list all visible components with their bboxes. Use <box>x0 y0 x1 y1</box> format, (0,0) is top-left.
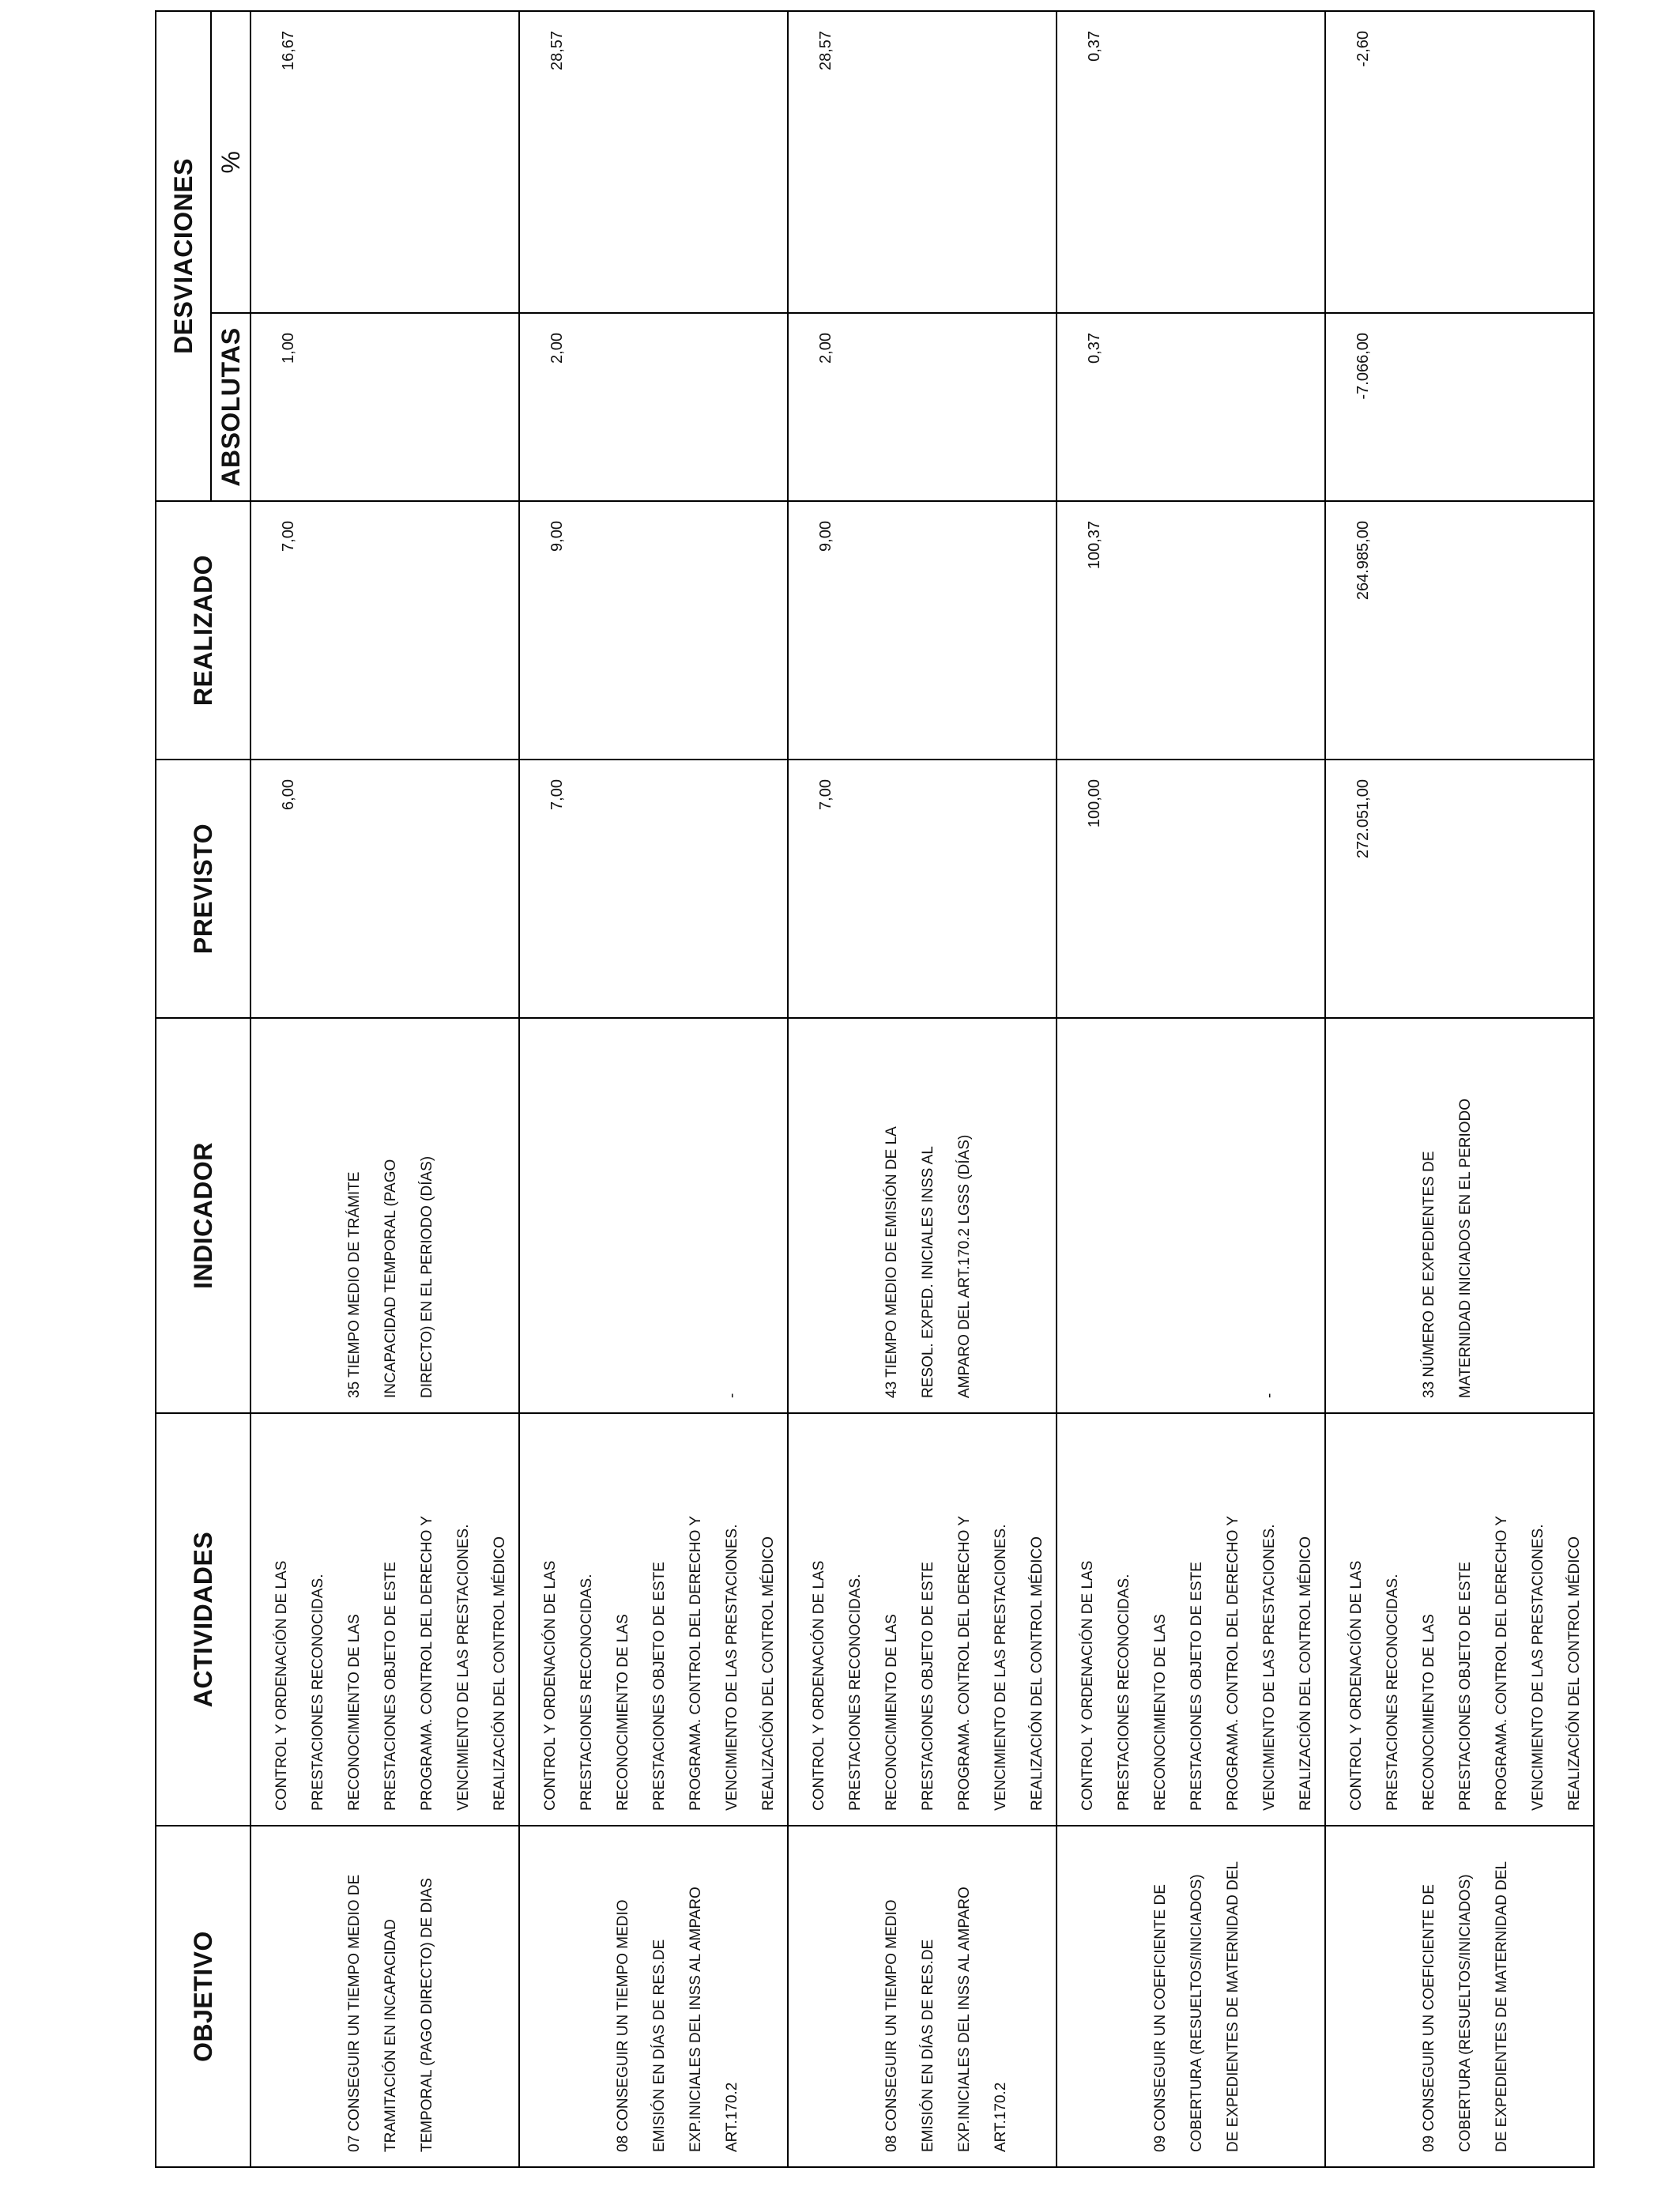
cell-line: PRESTACIONES RECONOCIDAS. <box>310 1574 326 1811</box>
cell-line: VENCIMIENTO DE LAS PRESTACIONES. <box>724 1524 740 1811</box>
cell-indicador <box>519 1018 788 1413</box>
cell-line: INCAPACIDAD TEMPORAL (PAGO <box>382 1159 399 1398</box>
cell-actividades <box>1057 1413 1325 1826</box>
cell-previsto: 272.051,00 <box>1325 760 1594 1018</box>
cell-line: 08 CONSEGUIR UN TIEMPO MEDIO <box>883 1899 900 2152</box>
cell-line: 09 CONSEGUIR UN COEFICIENTE DE <box>1421 1884 1437 2152</box>
cell-line: CONTROL Y ORDENACIÓN DE LAS <box>273 1560 290 1811</box>
cell-line: EXP.INICIALES DEL INSS AL AMPARO <box>956 1887 973 2152</box>
cell-line: RECONOCIMIENTO DE LAS <box>615 1614 631 1811</box>
cell-objetivo <box>788 1826 1057 2167</box>
cell-porcentaje: 16,67 <box>250 11 519 313</box>
cell-line: TRAMITACIÓN EN INCAPACIDAD <box>382 1919 399 2152</box>
cell-line: PROGRAMA. CONTROL DEL DERECHO Y <box>687 1515 704 1811</box>
cell-previsto: 7,00 <box>788 760 1057 1018</box>
cell-line: PRESTACIONES RECONOCIDAS. <box>847 1574 864 1811</box>
cell-line: VENCIMIENTO DE LAS PRESTACIONES. <box>993 1524 1009 1811</box>
cell-absolutas: 2,00 <box>788 313 1057 501</box>
cell-absolutas: 2,00 <box>519 313 788 501</box>
cell-line: VENCIMIENTO DE LAS PRESTACIONES. <box>1530 1524 1546 1811</box>
cell-line: PROGRAMA. CONTROL DEL DERECHO Y <box>419 1515 435 1811</box>
cell-realizado: 7,00 <box>250 501 519 760</box>
cell-objetivo <box>1057 1826 1325 2167</box>
cell-previsto: 100,00 <box>1057 760 1325 1018</box>
header-previsto: PREVISTO <box>156 760 250 1018</box>
cell-line: PROGRAMA. CONTROL DEL DERECHO Y <box>1494 1515 1510 1811</box>
cell-actividades <box>519 1413 788 1826</box>
cell-line: CONTROL Y ORDENACIÓN DE LAS <box>542 1560 559 1811</box>
cell-line: PRESTACIONES OBJETO DE ESTE <box>1457 1562 1474 1811</box>
cell-absolutas: 0,37 <box>1057 313 1325 501</box>
cell-realizado: 9,00 <box>519 501 788 760</box>
cell-line: REALIZACIÓN DEL CONTROL MÉDICO <box>760 1536 777 1811</box>
cell-line: COBERTURA (RESUELTOS/INICIADOS) <box>1457 1874 1474 2152</box>
cell-porcentaje: 28,57 <box>519 11 788 313</box>
cell-objetivo <box>250 1826 519 2167</box>
cell-line: VENCIMIENTO DE LAS PRESTACIONES. <box>1261 1524 1278 1811</box>
cell-line: 09 CONSEGUIR UN COEFICIENTE DE <box>1152 1884 1169 2152</box>
cell-indicador <box>250 1018 519 1413</box>
cell-absolutas: 1,00 <box>250 313 519 501</box>
header-indicador: INDICADOR <box>156 1018 250 1413</box>
cell-actividades <box>1325 1413 1594 1826</box>
cell-line: REALIZACIÓN DEL CONTROL MÉDICO <box>1298 1536 1314 1811</box>
cell-line: RESOL. EXPED. INICIALES INSS AL <box>920 1146 936 1398</box>
cell-line: EMISIÓN EN DÍAS DE RES.DE <box>920 1939 936 2152</box>
cell-line: PRESTACIONES RECONOCIDAS. <box>1384 1574 1401 1811</box>
cell-line: VENCIMIENTO DE LAS PRESTACIONES. <box>455 1524 472 1811</box>
cell-line: PROGRAMA. CONTROL DEL DERECHO Y <box>956 1515 973 1811</box>
cell-line: EMISIÓN EN DÍAS DE RES.DE <box>651 1939 668 2152</box>
cell-line: - <box>1261 1393 1278 1398</box>
cell-line: 43 TIEMPO MEDIO DE EMISIÓN DE LA <box>883 1126 900 1398</box>
cell-realizado: 264.985,00 <box>1325 501 1594 760</box>
cell-line: CONTROL Y ORDENACIÓN DE LAS <box>1348 1560 1365 1811</box>
header-actividades: ACTIVIDADES <box>156 1413 250 1826</box>
cell-realizado: 100,37 <box>1057 501 1325 760</box>
cell-porcentaje: -2,60 <box>1325 11 1594 313</box>
cell-line: 33 NÚMERO DE EXPEDIENTES DE <box>1421 1151 1437 1398</box>
cell-line: DIRECTO) EN EL PERIODO (DÍAS) <box>419 1155 435 1398</box>
header-row <box>156 11 211 2167</box>
header-absolutas: ABSOLUTAS <box>211 313 250 501</box>
cell-porcentaje: 0,37 <box>1057 11 1325 313</box>
cell-line: ART.170.2 <box>724 2082 740 2152</box>
cell-objetivo <box>1325 1826 1594 2167</box>
cell-line: EXP.INICIALES DEL INSS AL AMPARO <box>687 1887 704 2152</box>
cell-line: PRESTACIONES RECONOCIDAS. <box>578 1574 595 1811</box>
cell-line: PRESTACIONES OBJETO DE ESTE <box>1188 1562 1205 1811</box>
cell-line: RECONOCIMIENTO DE LAS <box>346 1614 363 1811</box>
cell-line: TEMPORAL (PAGO DIRECTO) DE DIAS <box>419 1878 435 2152</box>
cell-previsto: 7,00 <box>519 760 788 1018</box>
table-row <box>250 11 519 2167</box>
cell-porcentaje: 28,57 <box>788 11 1057 313</box>
table-row <box>519 11 788 2167</box>
cell-indicador <box>1325 1018 1594 1413</box>
cell-line: RECONOCIMIENTO DE LAS <box>1152 1614 1169 1811</box>
cell-line: RECONOCIMIENTO DE LAS <box>883 1614 900 1811</box>
cell-line: PROGRAMA. CONTROL DEL DERECHO Y <box>1225 1515 1241 1811</box>
cell-previsto: 6,00 <box>250 760 519 1018</box>
table-row <box>788 11 1057 2167</box>
cell-indicador <box>788 1018 1057 1413</box>
cell-line: PRESTACIONES OBJETO DE ESTE <box>651 1562 668 1811</box>
cell-line: CONTROL Y ORDENACIÓN DE LAS <box>1079 1560 1096 1811</box>
cell-line: REALIZACIÓN DEL CONTROL MÉDICO <box>492 1536 508 1811</box>
cell-line: RECONOCIMIENTO DE LAS <box>1421 1614 1437 1811</box>
table-row <box>1057 11 1325 2167</box>
table-row <box>1325 11 1594 2167</box>
table-body <box>250 11 1594 2167</box>
cell-objetivo <box>519 1826 788 2167</box>
header-realizado: REALIZADO <box>156 501 250 760</box>
cell-line: CONTROL Y ORDENACIÓN DE LAS <box>811 1560 827 1811</box>
objectives-table <box>155 10 1595 2168</box>
cell-indicador <box>1057 1018 1325 1413</box>
cell-line: REALIZACIÓN DEL CONTROL MÉDICO <box>1566 1536 1583 1811</box>
cell-line: PRESTACIONES RECONOCIDAS. <box>1116 1574 1132 1811</box>
cell-line: COBERTURA (RESUELTOS/INICIADOS) <box>1188 1874 1205 2152</box>
cell-line: DE EXPEDIENTES DE MATERNIDAD DEL <box>1225 1860 1241 2152</box>
cell-line: PRESTACIONES OBJETO DE ESTE <box>382 1562 399 1811</box>
cell-line: 35 TIEMPO MEDIO DE TRÁMITE <box>346 1171 363 1398</box>
cell-line: 07 CONSEGUIR UN TIEMPO MEDIO DE <box>346 1874 363 2152</box>
cell-line: - <box>724 1393 740 1398</box>
cell-line: REALIZACIÓN DEL CONTROL MÉDICO <box>1029 1536 1045 1811</box>
header-desviaciones: DESVIACIONES <box>156 11 211 501</box>
cell-line: MATERNIDAD INICIADOS EN EL PERIODO <box>1457 1099 1474 1398</box>
cell-actividades <box>250 1413 519 1826</box>
cell-line: DE EXPEDIENTES DE MATERNIDAD DEL <box>1494 1860 1510 2152</box>
header-porcentaje: % <box>211 11 250 313</box>
cell-realizado: 9,00 <box>788 501 1057 760</box>
cell-line: ART.170.2 <box>993 2082 1009 2152</box>
cell-actividades <box>788 1413 1057 1826</box>
cell-line: 08 CONSEGUIR UN TIEMPO MEDIO <box>615 1899 631 2152</box>
header-objetivo: OBJETIVO <box>156 1826 250 2167</box>
cell-line: AMPARO DEL ART.170.2 LGSS (DÍAS) <box>956 1134 973 1398</box>
cell-absolutas: -7.066,00 <box>1325 313 1594 501</box>
cell-line: PRESTACIONES OBJETO DE ESTE <box>920 1562 936 1811</box>
